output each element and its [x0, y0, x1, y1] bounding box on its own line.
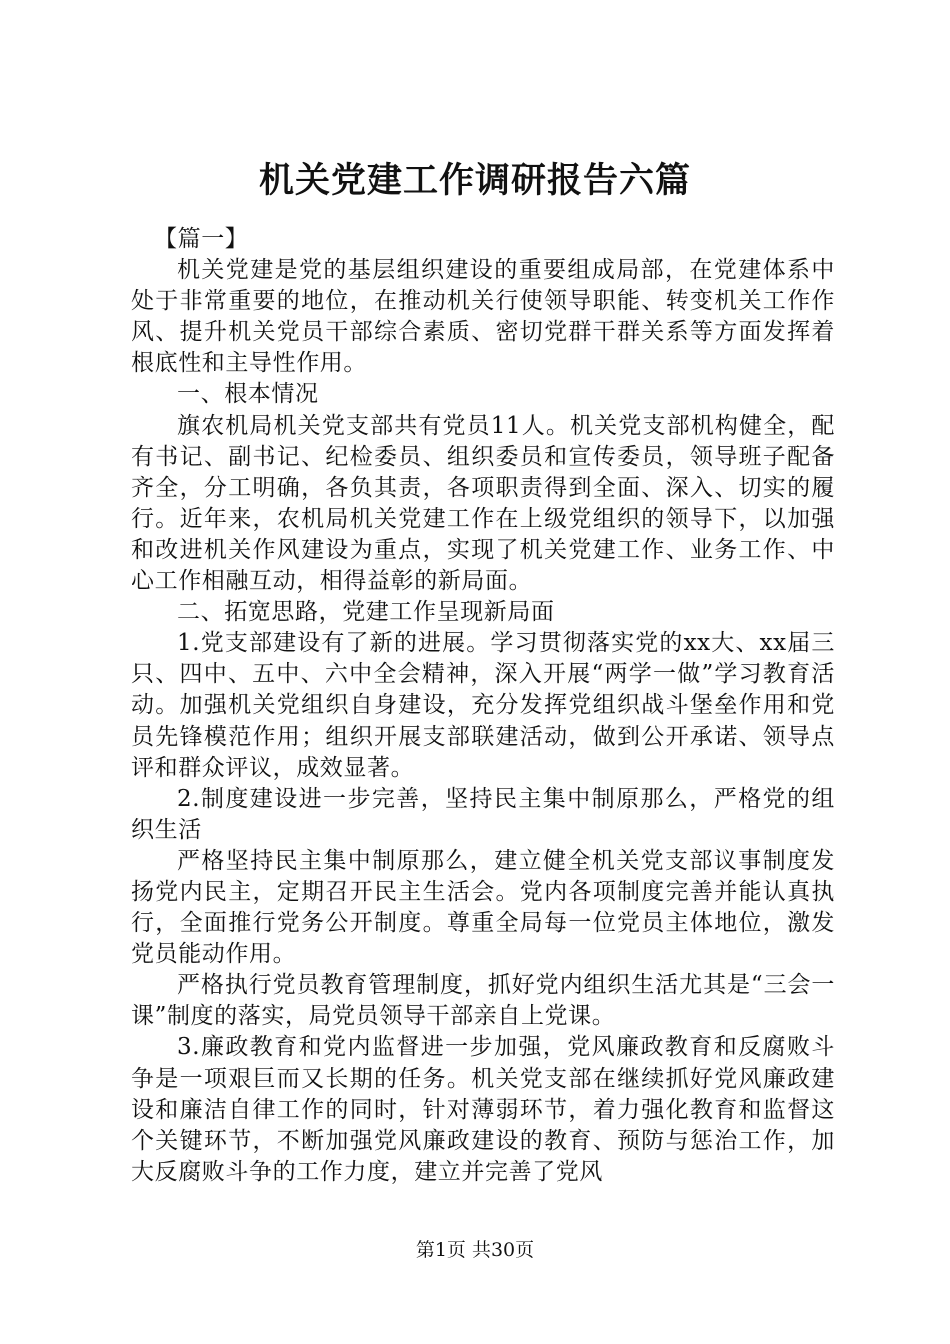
paragraph-basic-situation: 旗农机局机关党支部共有党员11人。机关党支部机构健全，配有书记、副书记、纪检委员、组织委员和宣传委员，领导班子配备齐全，分工明确，各负其责，各项职责得到全面、深入、切实的履行。近年来，农机局机关党建工作在上级党组织的领导下，以加强和改进机关作风建设为重点，实现了机关党建工作、业务工作、中心工作相融互动，相得益彰的新局面。 — [131, 412, 835, 595]
paragraph-point-2-heading: 2.制度建设进一步完善，坚持民主集中制原那么，严格党的组织生活 — [131, 785, 835, 843]
paragraph-point-2-body: 严格坚持民主集中制原那么，建立健全机关党支部议事制度发扬党内民主，定期召开民主生活会。党内各项制度完善并能认真执行，全面推行党务公开制度。尊重全局每一位党员主体地位，激发党员能动作用。 — [131, 847, 835, 968]
heading-basic-situation: 一、根本情况 — [177, 381, 319, 408]
paragraph-point-1: 1.党支部建设有了新的进展。学习贯彻落实党的xx大、xx届三只、四中、五中、六中全会精神，深入开展“两学一做”学习教育活动。加强机关党组织自身建设，充分发挥党组织战斗堡垒作用和党员先锋模范作用；组织开展支部联建活动，做到公开承诺、领导点评和群众评议，成效显著。 — [131, 630, 835, 781]
document-title: 机关党建工作调研报告六篇 — [258, 160, 691, 201]
paragraph-point-2-education: 严格执行党员教育管理制度，抓好党内组织生活尤其是“三会一课”制度的落实，局党员领导干部亲自上党课。 — [131, 972, 835, 1030]
page-number-footer: 第1页 共30页 — [415, 1239, 535, 1261]
heading-broaden-thinking: 二、拓宽思路，党建工作呈现新局面 — [177, 599, 555, 626]
paragraph-point-3: 3.廉政教育和党内监督进一步加强，党风廉政教育和反腐败斗争是一项艰巨而又长期的任务。机关党支部在继续抓好党风廉政建设和廉洁自律工作的同时，针对薄弱环节，着力强化教育和监督这个关键环节，不断加强党风廉政建设的教育、预防与惩治工作，加大反腐败斗争的工作力度，建立并完善了党风 — [131, 1034, 835, 1185]
section-tag: 【篇一】 — [154, 226, 249, 252]
paragraph-intro: 机关党建是党的基层组织建设的重要组成局部，在党建体系中处于非常重要的地位，在推动机关行使领导职能、转变机关工作作风、提升机关党员干部综合素质、密切党群干群关系等方面发挥着根底性和主导性作用。 — [131, 257, 835, 377]
document-body — [131, 224, 835, 1188]
